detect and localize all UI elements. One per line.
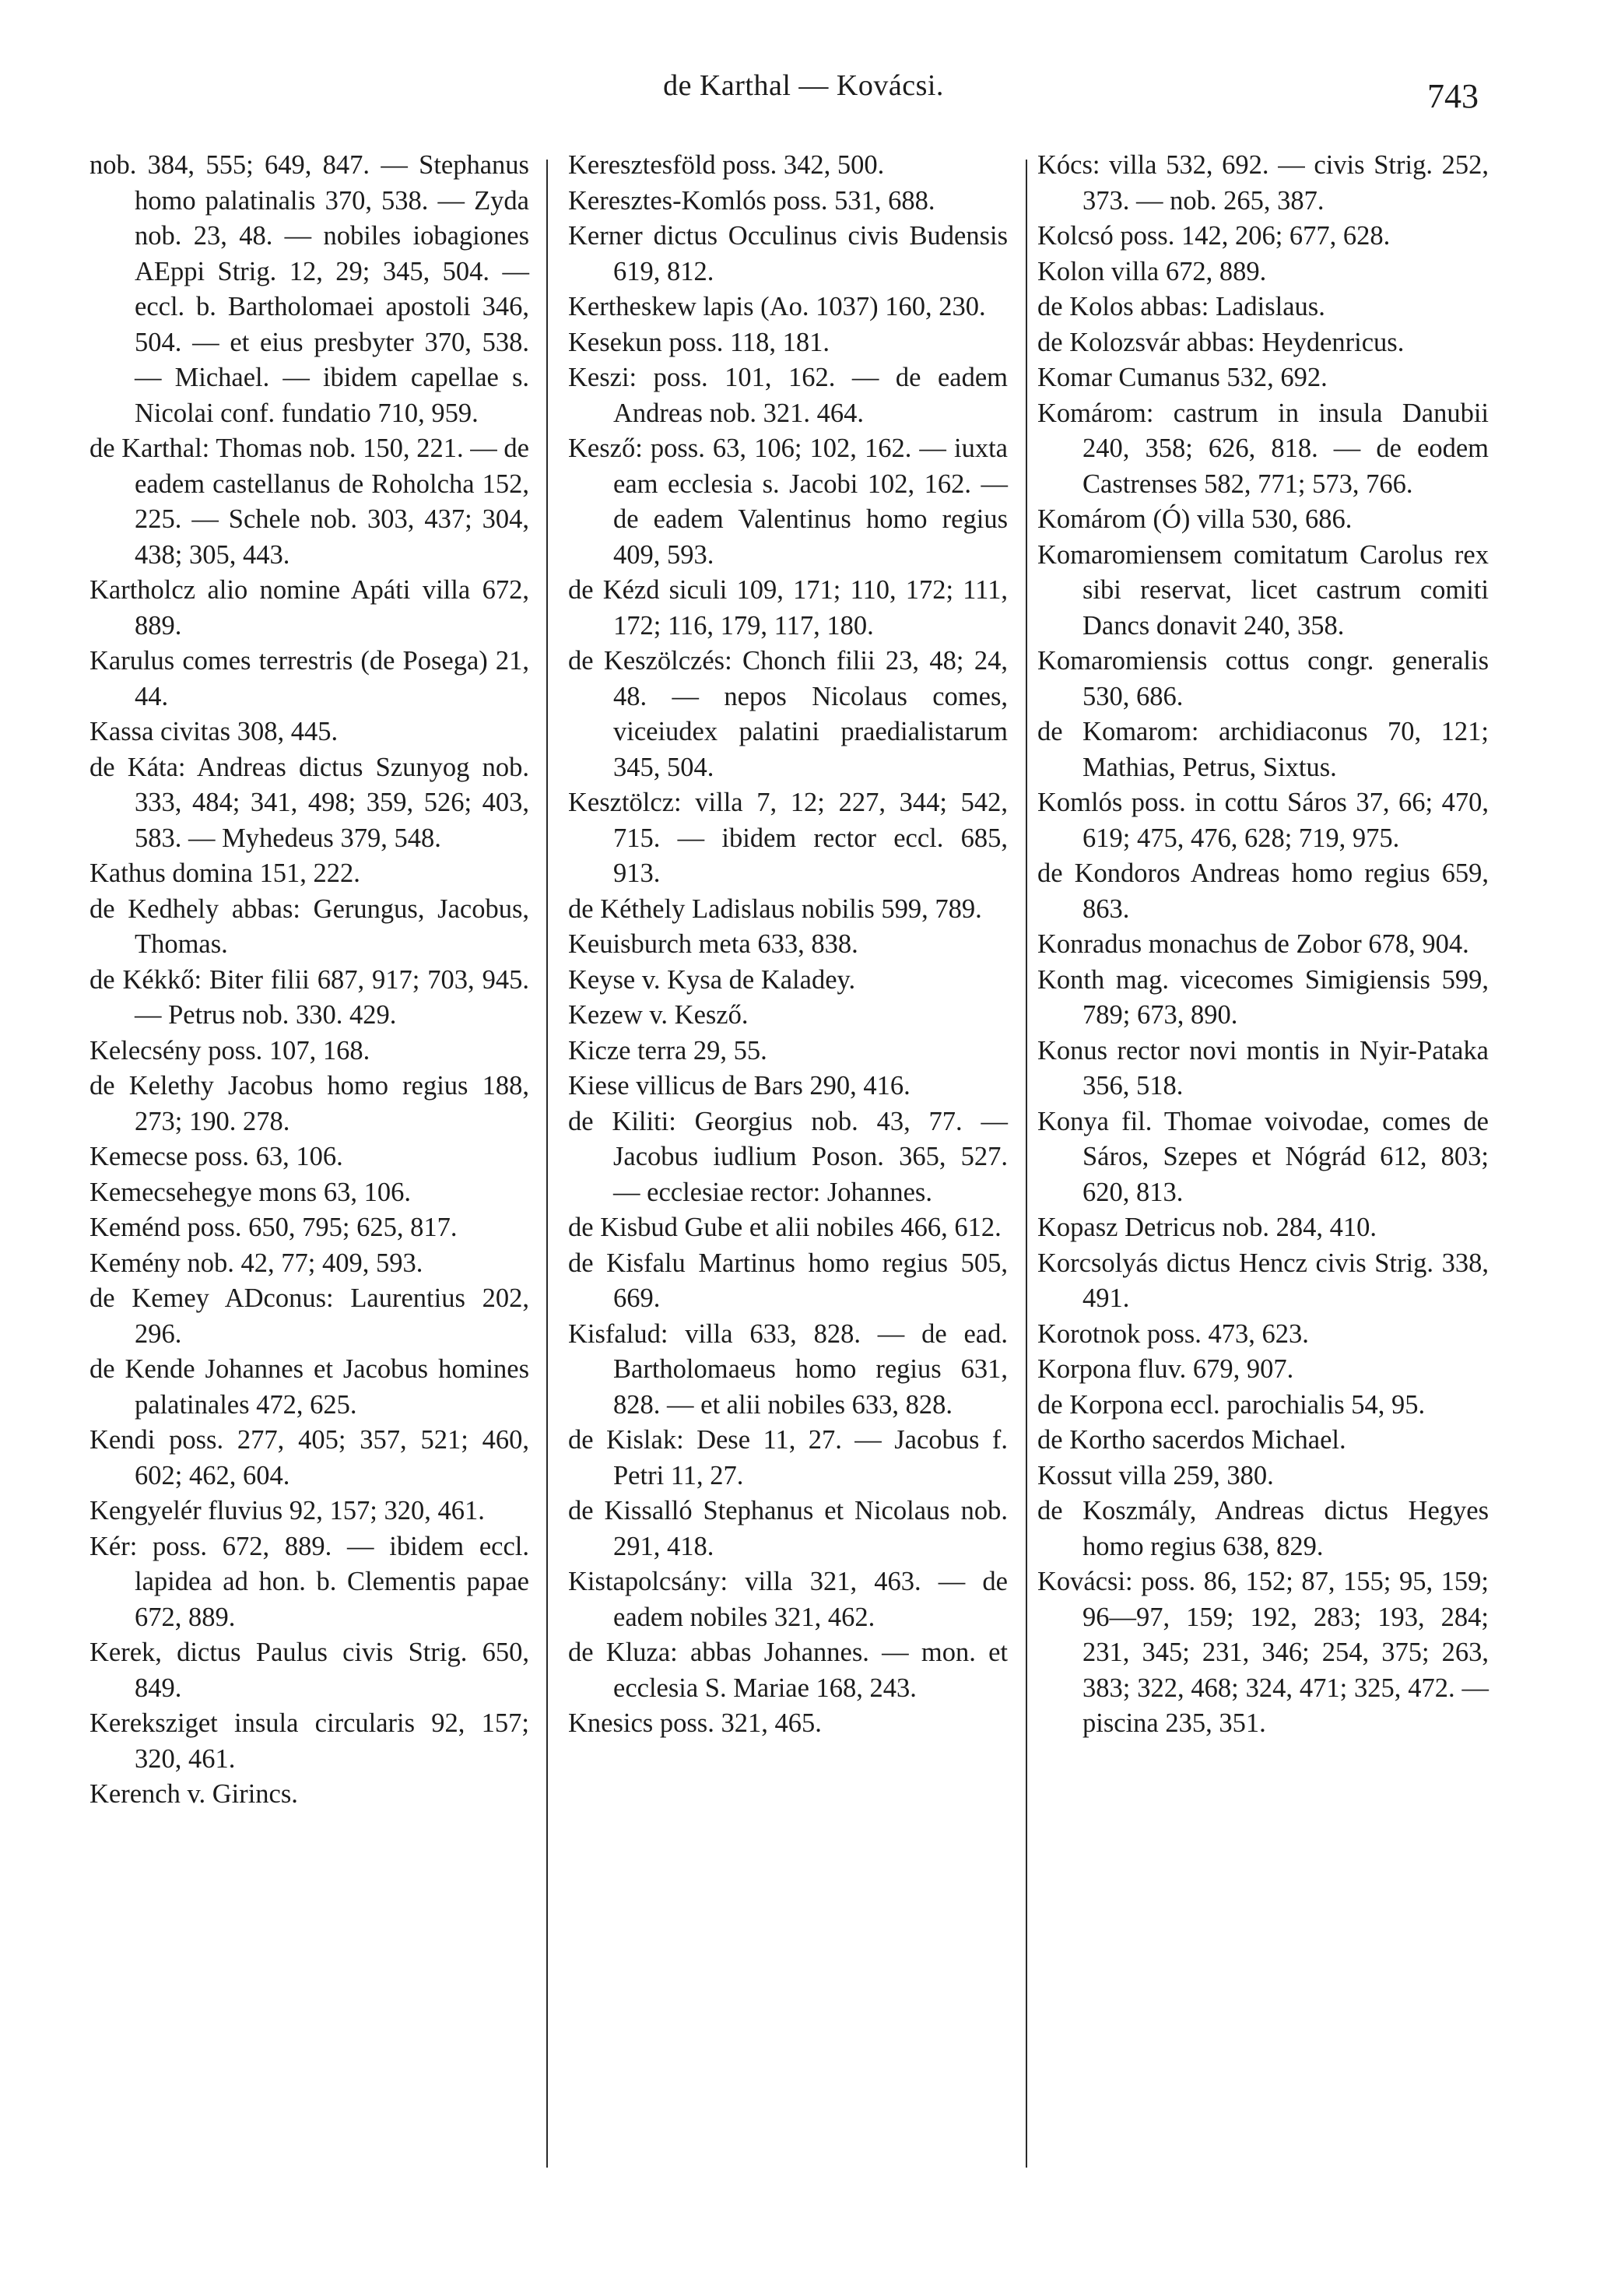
index-entry: Kendi poss. 277, 405; 357, 521; 460, 602; 462, 604. (89, 1425, 529, 1490)
index-entry: Kengyelér fluvius 92, 157; 320, 461. (89, 1496, 485, 1525)
index-entry: Kerek, dictus Paulus civis Strig. 650, 849. (89, 1638, 529, 1703)
index-entry: Keménd poss. 650, 795; 625, 817. (89, 1213, 458, 1242)
index-column-2 (568, 148, 1008, 1742)
index-entry: Kolcsó poss. 142, 206; 677, 628. (1037, 221, 1391, 251)
index-entry: de Káta: Andreas dictus Szunyog nob. 333, 484; 341, 498; 359, 526; 403, 583. — Myhedeus 379, 548. (89, 752, 529, 853)
index-entry: de Kolozsvár abbas: Heydenricus. (1037, 327, 1405, 357)
running-head: de Karthal — Kovácsi. (663, 69, 944, 102)
index-entry: Komaromiensis cottus congr. generalis 530, 686. (1037, 646, 1489, 711)
index-entry: Keyse v. Kysa de Kaladey. (568, 964, 856, 995)
index-column-3 (1037, 148, 1489, 1742)
index-entry: Keresztesföld poss. 342, 500. (568, 150, 885, 180)
index-entry: Kér: poss. 672, 889. — ibidem eccl. lapidea ad hon. b. Clementis papae 672, 889. (89, 1531, 529, 1632)
index-entry: Kassa civitas 308, 445. (89, 717, 339, 746)
column-rule-right (1026, 160, 1027, 2168)
index-entry: de Kézd siculi 109, 171; 110, 172; 111, 172; 116, 179, 117, 180. (568, 575, 1008, 641)
index-entry: Komaromiensem comitatum Carolus rex sibi reservat, licet castrum comiti Dancs donavit 240, 358. (1037, 539, 1489, 641)
index-entry: Kossut villa 259, 380. (1037, 1460, 1274, 1490)
index-entry: de Kékkő: Biter filii 687, 917; 703, 945. — Petrus nob. 330. 429. (89, 964, 529, 1030)
index-entry: de Karthal: Thomas nob. 150, 221. — de eadem castellanus de Roholcha 152, 225. — Schele nob. 303, 437; 304, 438; 305, 443. (89, 434, 529, 570)
index-entry: Kisfalud: villa 633, 828. — de ead. Bartholomaeus homo regius 631, 828. — et alii nobiles 633, 828. (568, 1318, 1008, 1420)
index-entry: Kemecse poss. 63, 106. (89, 1142, 343, 1171)
index-entry: Konth mag. vicecomes Simigiensis 599, 789; 673, 890. (1037, 964, 1489, 1030)
index-entry: Konus rector novi montis in Nyir-Pataka 356, 518. (1037, 1035, 1489, 1101)
index-entry: de Kemey ADconus: Laurentius 202, 296. (89, 1283, 529, 1349)
index-entry: Kolon villa 672, 889. (1037, 256, 1267, 286)
index-entry: Kesző: poss. 63, 106; 102, 162. — iuxta eam ecclesia s. Jacobi 102, 162. — de eadem Valentinus homo regius 409, 593. (568, 434, 1008, 570)
index-entry: Kertheskew lapis (Ao. 1037) 160, 230. (568, 292, 986, 321)
index-entry: Kerner dictus Occulinus civis Budensis 619, 812. (568, 221, 1008, 286)
index-column-1 (89, 148, 529, 1813)
index-entry: Keuisburch meta 633, 838. (568, 929, 858, 959)
index-entry: Karulus comes terrestris (de Posega) 21, 44. (89, 646, 529, 711)
index-entry: de Kortho sacerdos Michael. (1037, 1425, 1346, 1455)
index-entry: Kezew v. Kesző. (568, 1000, 749, 1030)
index-entry: Komar Cumanus 532, 692. (1037, 363, 1328, 392)
index-entry: nob. 384, 555; 649, 847. — Stephanus homo palatinalis 370, 538. — Zyda nob. 23, 48. — nobiles iobagiones AEppi Strig. 12, 29; 345, 504. — eccl. b. Bartholomaei apostoli 346, 504. — et eius presbyter 370, 538. — Michael. — ibidem capellae s. Nicolai conf. fundatio 710, 959. (89, 150, 529, 428)
index-entry: Kopasz Detricus nob. 284, 410. (1037, 1213, 1377, 1242)
index-entry: Komlós poss. in cottu Sáros 37, 66; 470, 619; 475, 476, 628; 719, 975. (1037, 788, 1489, 853)
index-entry: de Kolos abbas: Ladislaus. (1037, 292, 1325, 321)
index-entry: de Keszölczés: Chonch filii 23, 48; 24, 48. — nepos Nicolaus comes, viceiudex palatini praedialistarum 345, 504. (568, 646, 1008, 782)
index-entry: Kathus domina 151, 222. (89, 858, 360, 888)
index-entry: Kelecsény poss. 107, 168. (89, 1035, 370, 1065)
index-entry: Kistapolcsány: villa 321, 463. — de eadem nobiles 321, 462. (568, 1567, 1008, 1632)
index-entry: Keresztes-Komlós poss. 531, 688. (568, 185, 935, 216)
column-rule-left (546, 160, 548, 2168)
index-entry: Kemény nob. 42, 77; 409, 593. (89, 1248, 423, 1278)
index-entry: de Kissalló Stephanus et Nicolaus nob. 291, 418. (568, 1496, 1008, 1561)
index-entry: de Komarom: archidiaconus 70, 121; Mathias, Petrus, Sixtus. (1037, 717, 1489, 782)
index-entry: de Kedhely abbas: Gerungus, Jacobus, Thomas. (89, 893, 529, 959)
index-entry: Kartholcz alio nomine Apáti villa 672, 889. (89, 575, 529, 641)
index-entry: de Kisfalu Martinus homo regius 505, 669. (568, 1248, 1008, 1313)
index-entry: Knesics poss. 321, 465. (568, 1708, 822, 1738)
index-entry: Kesztölcz: villa 7, 12; 227, 344; 542, 715. — ibidem rector eccl. 685, 913. (568, 788, 1008, 888)
index-entry: de Korpona eccl. parochialis 54, 95. (1037, 1389, 1426, 1420)
index-entry: de Kéthely Ladislaus nobilis 599, 789. (568, 893, 982, 924)
index-entry: Kicze terra 29, 55. (568, 1035, 767, 1065)
index-entry: Kereksziget insula circularis 92, 157; 320, 461. (89, 1708, 529, 1774)
index-entry: de Kelethy Jacobus homo regius 188, 273; 190. 278. (89, 1071, 529, 1136)
index-entry: de Koszmály, Andreas dictus Hegyes homo regius 638, 829. (1037, 1496, 1489, 1561)
index-entry: Konradus monachus de Zobor 678, 904. (1037, 929, 1469, 959)
index-entry: de Kende Johannes et Jacobus homines palatinales 472, 625. (89, 1354, 529, 1420)
index-entry: Konya fil. Thomae voivodae, comes de Sáros, Szepes et Nógrád 612, 803; 620, 813. (1037, 1106, 1489, 1207)
index-entry: Kovácsi: poss. 86, 152; 87, 155; 95, 159; 96—97, 159; 192, 283; 193, 284; 231, 345; 231, 346; 254, 375; 263, 383; 322, 468; 324, 471; 325, 472. — piscina 235, 351. (1037, 1567, 1489, 1738)
index-entry: de Kiliti: Georgius nob. 43, 77. — Jacobus iudlium Poson. 365, 527. — ecclesiae rector: Johannes. (568, 1106, 1008, 1207)
index-entry: Komárom: castrum in insula Danubii 240, 358; 626, 818. — de eodem Castrenses 582, 771; 573, 766. (1037, 398, 1489, 499)
index-entry: Kesekun poss. 118, 181. (568, 327, 830, 357)
index-entry: Keszi: poss. 101, 162. — de eadem Andreas nob. 321. 464. (568, 363, 1008, 428)
index-entry: de Kluza: abbas Johannes. — mon. et ecclesia S. Mariae 168, 243. (568, 1638, 1008, 1703)
index-entry: de Kondoros Andreas homo regius 659, 863. (1037, 858, 1489, 924)
page-number: 743 (1427, 77, 1479, 115)
index-entry: Korcsolyás dictus Hencz civis Strig. 338, 491. (1037, 1248, 1489, 1313)
index-entry: Korotnok poss. 473, 623. (1037, 1318, 1309, 1349)
index-entry: Kiese villicus de Bars 290, 416. (568, 1071, 911, 1101)
index-entry: de Kislak: Dese 11, 27. — Jacobus f. Petri 11, 27. (568, 1425, 1008, 1490)
index-entry: Kerench v. Girincs. (89, 1779, 298, 1809)
index-entry: Komárom (Ó) villa 530, 686. (1037, 504, 1353, 534)
index-entry: Korpona fluv. 679, 907. (1037, 1354, 1294, 1384)
index-entry: Kócs: villa 532, 692. — civis Strig. 252, 373. — nob. 265, 387. (1037, 150, 1489, 216)
index-entry: Kemecsehegye mons 63, 106. (89, 1177, 411, 1207)
index-entry: de Kisbud Gube et alii nobiles 466, 612. (568, 1213, 1002, 1242)
